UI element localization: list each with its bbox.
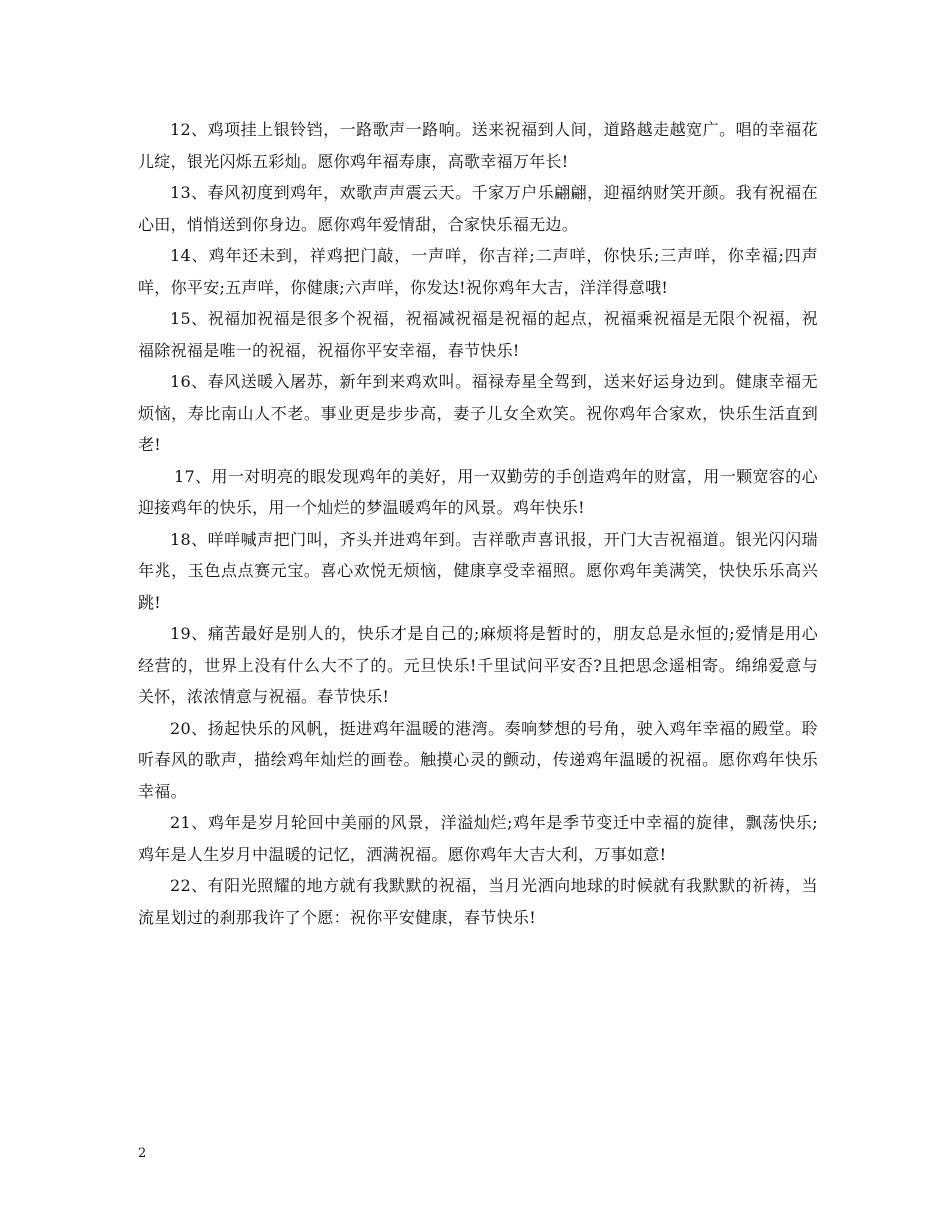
paragraph-20: 20、扬起快乐的风帆，挺进鸡年温暖的港湾。奏响梦想的号角，驶入鸡年幸福的殿堂。聆听春风的歌声，描绘鸡年灿烂的画卷。触摸心灵的颤动，传递鸡年温暖的祝福。愿你鸡年快乐幸福。 <box>138 718 818 801</box>
paragraph-21: 21、鸡年是岁月轮回中美丽的风景，洋溢灿烂;鸡年是季节变迁中幸福的旋律，飘荡快乐;鸡年是人生岁月中温暖的记忆，洒满祝福。愿你鸡年大吉大利，万事如意! <box>138 813 818 864</box>
paragraph-17: 17、用一对明亮的眼发现鸡年的美好，用一双勤劳的手创造鸡年的财富，用一颗宽容的心迎接鸡年的快乐，用一个灿烂的梦温暖鸡年的风景。鸡年快乐! <box>138 466 818 517</box>
paragraph-14: 14、鸡年还未到，祥鸡把门敲，一声咩，你吉祥;二声咩，你快乐;三声咩，你幸福;四声咩，你平安;五声咩，你健康;六声咩，你发达!祝你鸡年大吉，洋洋得意哦! <box>138 246 818 297</box>
paragraph-18: 18、咩咩喊声把门叫，齐头并进鸡年到。吉祥歌声喜讯报，开门大吉祝福道。银光闪闪瑞年兆，玉色点点赛元宝。喜心欢悦无烦恼，健康享受幸福照。愿你鸡年美满笑，快快乐乐高兴跳! <box>138 529 818 612</box>
paragraph-22: 22、有阳光照耀的地方就有我默默的祝福，当月光洒向地球的时候就有我默默的祈祷，当流星划过的刹那我许了个愿：祝你平安健康，春节快乐! <box>138 876 818 927</box>
page-number: 2 <box>138 1146 147 1161</box>
document-body <box>138 114 818 933</box>
paragraph-13: 13、春风初度到鸡年，欢歌声声震云天。千家万户乐翩翩，迎福纳财笑开颜。我有祝福在心田，悄悄送到你身边。愿你鸡年爱情甜，合家快乐福无边。 <box>138 183 818 234</box>
paragraph-16: 16、春风送暖入屠苏，新年到来鸡欢叫。福禄寿星全驾到，送来好运身边到。健康幸福无烦恼，寿比南山人不老。事业更是步步高，妻子儿女全欢笑。祝你鸡年合家欢，快乐生活直到老! <box>138 372 818 454</box>
paragraph-15: 15、祝福加祝福是很多个祝福，祝福减祝福是祝福的起点，祝福乘祝福是无限个祝福，祝福除祝福是唯一的祝福，祝福你平安幸福，春节快乐! <box>138 309 818 360</box>
paragraph-12: 12、鸡项挂上银铃铛，一路歌声一路响。送来祝福到人间，道路越走越宽广。唱的幸福花儿绽，银光闪烁五彩灿。愿你鸡年福寿康，高歌幸福万年长! <box>138 120 818 171</box>
paragraph-19: 19、痛苦最好是别人的，快乐才是自己的;麻烦将是暂时的，朋友总是永恒的;爱情是用心经营的，世界上没有什么大不了的。元旦快乐!千里试问平安否?且把思念遥相寄。绵绵爱意与关怀，浓浓情意与祝福。春节快乐! <box>138 624 818 706</box>
